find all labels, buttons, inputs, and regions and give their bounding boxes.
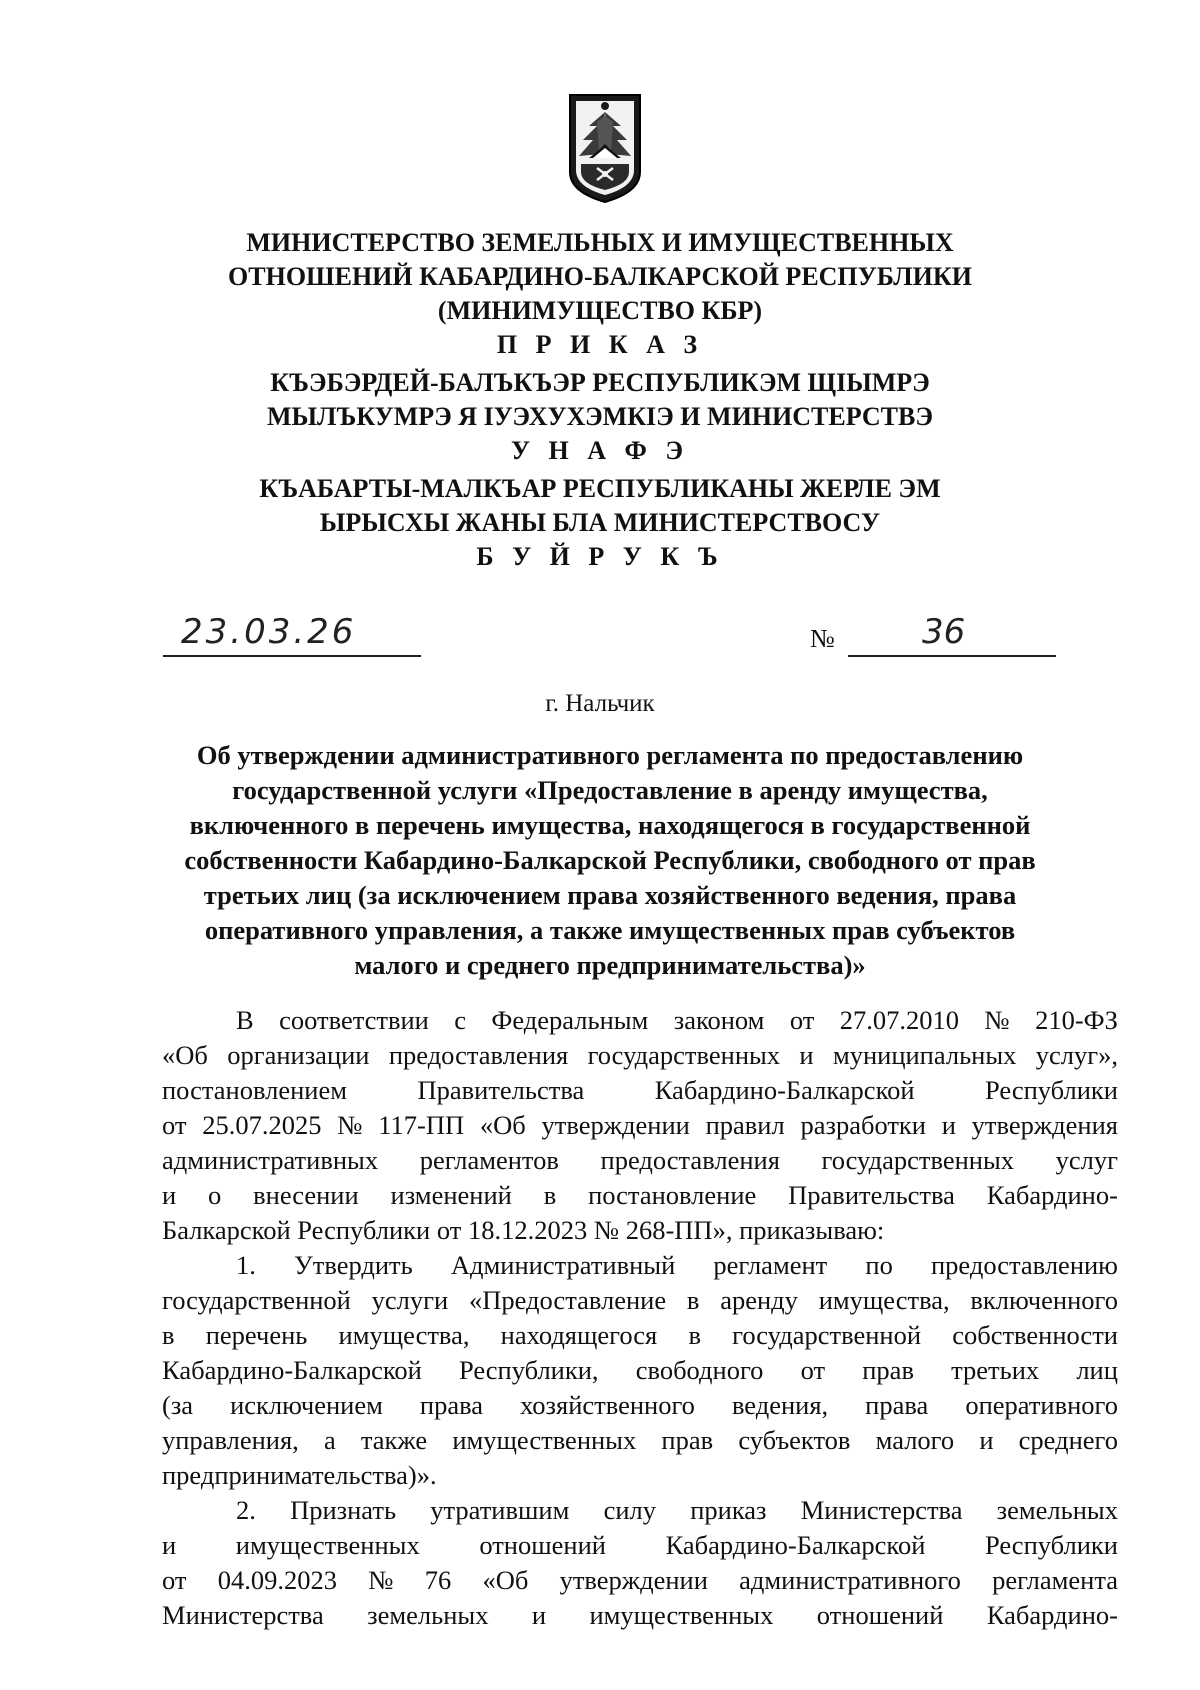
body-line: в перечень имущества, находящегося в государственной собственности — [162, 1320, 1118, 1350]
order-number-field — [810, 612, 1060, 658]
title-line: включенного в перечень имущества, находящегося в государственной — [189, 810, 1031, 840]
body-line: управления, а также имущественных прав субъектов малого и среднего — [162, 1425, 1118, 1455]
kabardian-header — [150, 366, 1050, 468]
kabardian-name-line: КЪЭБЭРДЕЙ-БАЛЪКЪЭР РЕСПУБЛИКЭМ ЩIЫМРЭ — [270, 368, 930, 397]
date-underline — [163, 655, 421, 657]
document-title — [150, 738, 1070, 983]
order-date: 23.03.26 — [181, 612, 357, 652]
title-line: оперативного управления, а также имущественных прав субъектов — [204, 915, 1016, 945]
title-line: малого и среднего предпринимательства)» — [354, 950, 866, 980]
body-line: от 25.07.2025 № 117-ПП «Об утверждении правил разработки и утверждения — [162, 1110, 1118, 1140]
order-title-bal: Б У Й Р У К Ъ — [476, 542, 724, 571]
body-line: постановлением Правительства Кабардино-Балкарской Республики — [162, 1075, 1118, 1105]
body-line: 1. Утвердить Административный регламент по предоставлению — [236, 1250, 1118, 1280]
number-underline — [848, 655, 1056, 657]
body-line: административных регламентов предоставления государственных услуг — [162, 1145, 1118, 1175]
body-line: 2. Признать утратившим силу приказ Министерства земельных — [236, 1495, 1118, 1525]
body-line: Министерства земельных и имущественных отношений Кабардино- — [162, 1600, 1118, 1630]
order-title-kab: У Н А Ф Э — [510, 436, 690, 465]
balkar-name-line: КЪАБАРТЫ-МАЛКЪАР РЕСПУБЛИКАНЫ ЖЕРЛЕ ЭМ — [259, 474, 941, 503]
title-line: государственной услуги «Предоставление в аренду имущества, — [232, 775, 988, 805]
order-title-ru: П Р И К А З — [496, 330, 704, 359]
body-line: от 04.09.2023 № 76 «Об утверждении административного регламента — [162, 1565, 1118, 1595]
ministry-short-name: (МИНИМУЩЕСТВО КБР) — [437, 296, 763, 325]
title-line: Об утверждении административного регламента по предоставлению — [196, 740, 1024, 770]
body-line: Балкарской Республики от 18.12.2023 № 268-ПП», приказываю: — [162, 1215, 885, 1245]
body-line: и о внесении изменений в постановление Правительства Кабардино- — [162, 1180, 1118, 1210]
number-sign: № — [810, 624, 835, 653]
body-line: Кабардино-Балкарской Республики, свободного от прав третьих лиц — [162, 1355, 1118, 1385]
order-date-field — [163, 612, 423, 658]
city: г. Нальчик — [545, 690, 655, 717]
coat-of-arms-icon — [567, 92, 643, 204]
kabardian-name-line: МЫЛЪКУМРЭ Я IУЭХУХЭМКIЭ И МИНИСТЕРСТВЭ — [266, 402, 933, 431]
balkar-header — [150, 472, 1050, 574]
document-body — [162, 1003, 1118, 1633]
body-line: (за исключением права хозяйственного ведения, права оперативного — [162, 1390, 1118, 1420]
body-line: государственной услуги «Предоставление в аренду имущества, включенного — [162, 1285, 1118, 1315]
ministry-name-line: ОТНОШЕНИЙ КАБАРДИНО-БАЛКАРСКОЙ РЕСПУБЛИКИ — [228, 262, 972, 291]
ministry-header — [150, 226, 1050, 362]
balkar-name-line: ЫРЫСХЫ ЖАНЫ БЛА МИНИСТЕРСТВОСУ — [319, 508, 881, 537]
body-line: предпринимательства)». — [162, 1460, 437, 1490]
order-number: 36 — [922, 612, 966, 652]
title-line: собственности Кабардино-Балкарской Республики, свободного от прав — [184, 845, 1036, 875]
title-line: третьих лиц (за исключением права хозяйственного ведения, права — [203, 880, 1017, 910]
ministry-name-line: МИНИСТЕРСТВО ЗЕМЕЛЬНЫХ И ИМУЩЕСТВЕННЫХ — [246, 228, 954, 257]
body-line: «Об организации предоставления государственных и муниципальных услуг», — [162, 1040, 1118, 1070]
body-line: В соответствии с Федеральным законом от 27.07.2010 № 210-ФЗ — [236, 1005, 1118, 1035]
body-line: и имущественных отношений Кабардино-Балкарской Республики — [162, 1530, 1118, 1560]
